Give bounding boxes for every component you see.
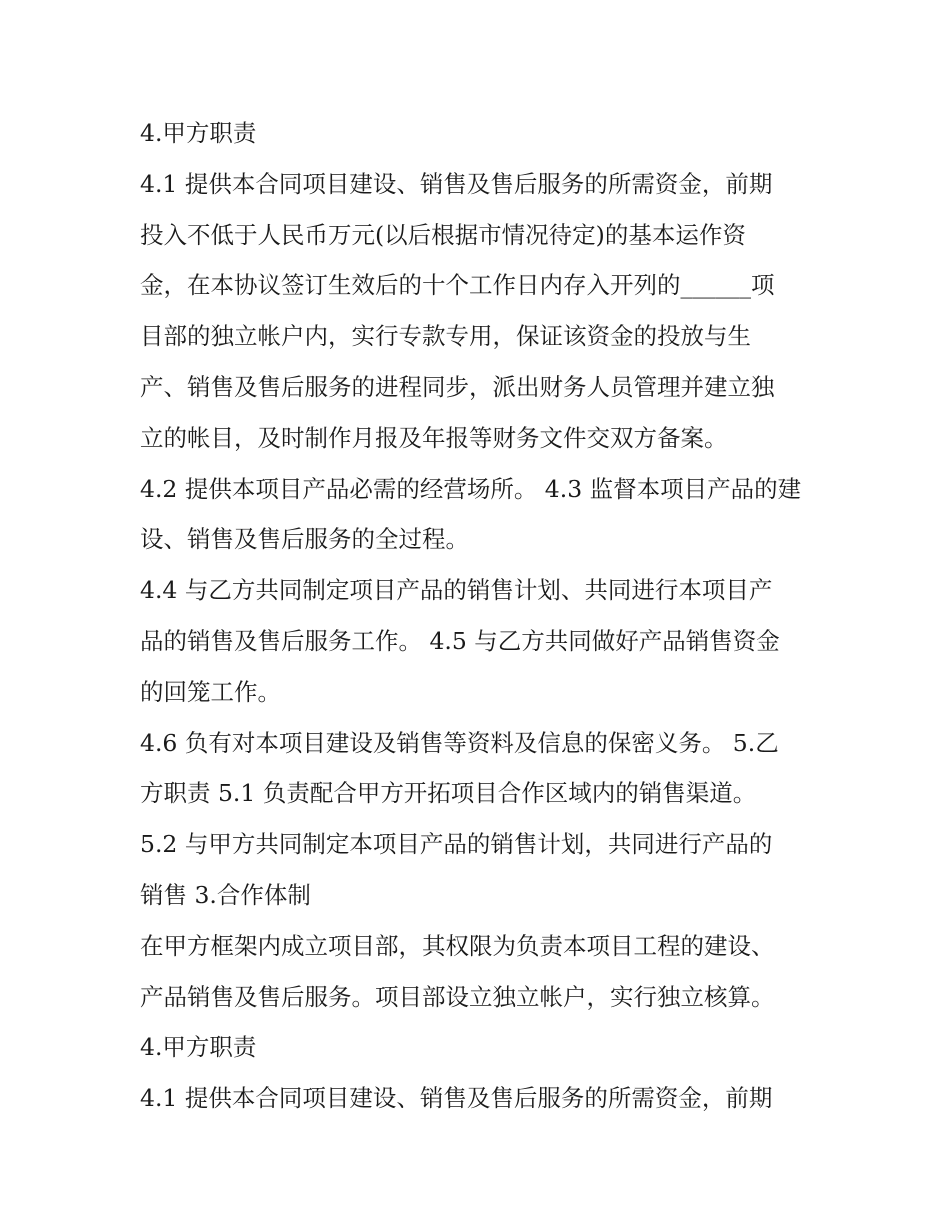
text-line: 5.2 与甲方共同制定本项目产品的销售计划，共同进行产品的	[140, 830, 773, 859]
text-line: 4.1 提供本合同项目建设、销售及售后服务的所需资金，前期	[140, 1084, 773, 1113]
text-line: 方职责 5.1 负责配合甲方开拓项目合作区域内的销售渠道。	[140, 779, 757, 808]
text-line: 4.甲方职责	[140, 119, 257, 147]
text-line: 4.甲方职责	[140, 1033, 257, 1062]
text-line: 产品销售及售后服务。项目部设立独立帐户，实行独立核算。	[140, 982, 775, 1011]
text-line: 金，在本协议签订生效后的十个工作日内存入开列的______项	[140, 271, 775, 300]
text-line: 的回笼工作。	[140, 677, 281, 706]
text-line: 投入不低于人民币万元(以后根据市情况待定)的基本运作资	[140, 220, 746, 249]
text-line: 目部的独立帐户内，实行专款专用，保证该资金的投放与生	[140, 322, 751, 351]
text-line: 4.6 负有对本项目建设及销售等资料及信息的保密义务。 5.乙	[140, 728, 779, 757]
text-line: 在甲方框架内成立项目部，其权限为负责本项目工程的建设、	[140, 931, 775, 960]
document-body	[140, 108, 820, 1124]
text-line: 设、销售及售后服务的全过程。	[140, 525, 469, 554]
text-line: 销售 3.合作体制	[140, 880, 311, 909]
text-line: 4.4 与乙方共同制定项目产品的销售计划、共同进行本项目产	[140, 576, 773, 605]
text-line: 4.2 提供本项目产品必需的经营场所。 4.3 监督本项目产品的建	[140, 474, 802, 503]
text-line: 立的帐目，及时制作月报及年报等财务文件交双方备案。	[140, 423, 728, 452]
text-line: 产、销售及售后服务的进程同步，派出财务人员管理并建立独	[140, 372, 775, 401]
text-line: 4.1 提供本合同项目建设、销售及售后服务的所需资金，前期	[140, 169, 773, 198]
text-line: 品的销售及售后服务工作。 4.5 与乙方共同做好产品销售资金	[140, 626, 780, 655]
